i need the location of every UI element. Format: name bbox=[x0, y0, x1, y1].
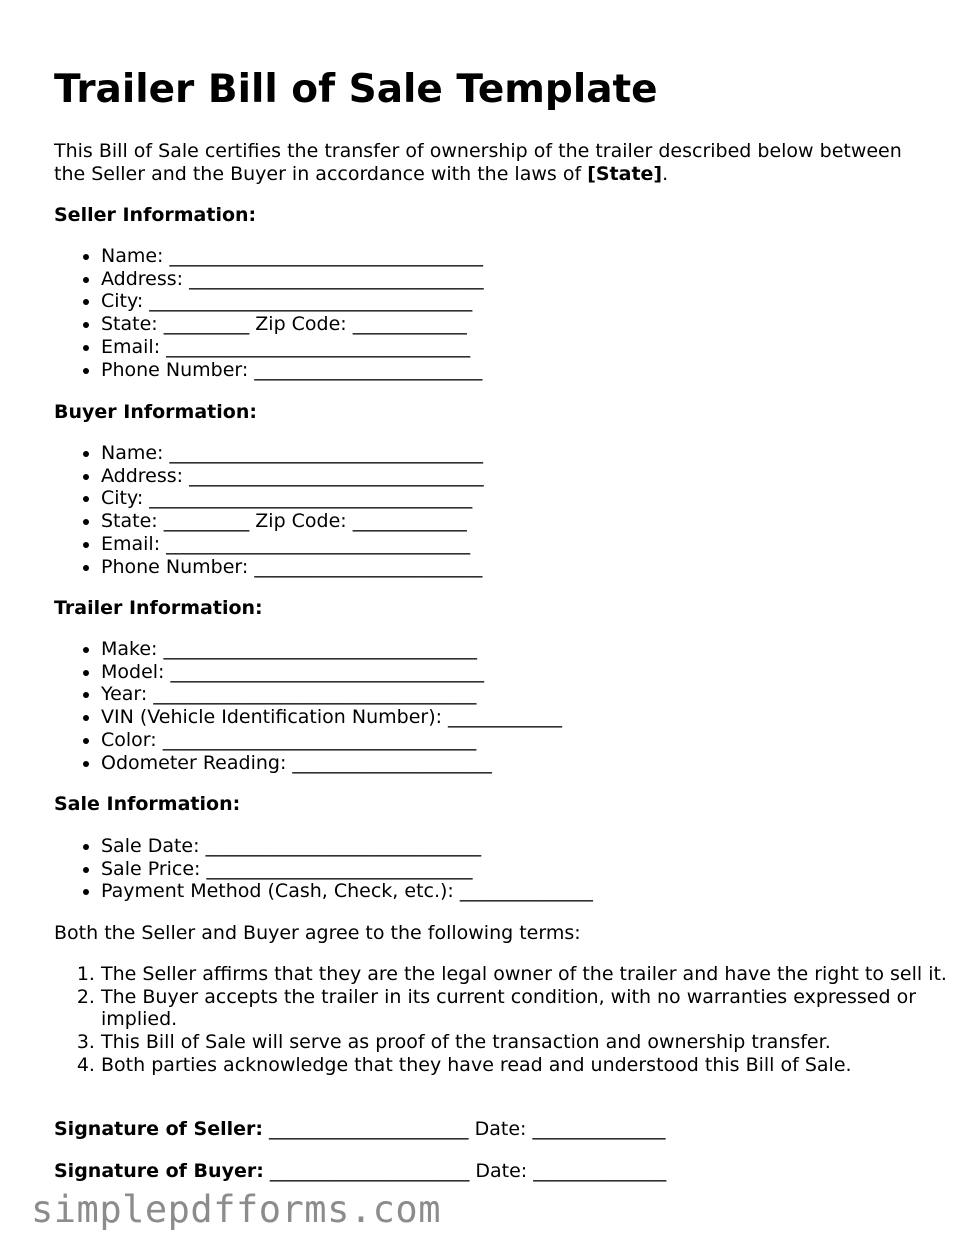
seller-state-zip-field[interactable]: • State: _________ Zip Code: ____________ bbox=[101, 313, 484, 336]
term-item: 1. The Seller affirms that they are the legal owner of the trailer and have the right to sell it. bbox=[101, 963, 967, 986]
page-title: Trailer Bill of Sale Template bbox=[54, 67, 658, 112]
seller-signature-line[interactable] bbox=[54, 1118, 665, 1141]
buyer-heading: Buyer Information: bbox=[54, 401, 257, 423]
seller-fields bbox=[54, 245, 484, 381]
buyer-fields bbox=[54, 442, 484, 578]
term-item: 3. This Bill of Sale will serve as proof of the transaction and ownership transfer. bbox=[101, 1031, 967, 1054]
seller-email-field[interactable]: • Email: ________________________________ bbox=[101, 336, 484, 359]
trailer-odometer-field[interactable]: • Odometer Reading: _____________________ bbox=[101, 752, 562, 775]
sale-date-field[interactable]: • Sale Date: _____________________________ bbox=[101, 835, 593, 858]
sale-fields bbox=[54, 835, 593, 903]
watermark: simplepdfforms.com bbox=[31, 1188, 441, 1231]
trailer-year-field[interactable]: • Year: __________________________________ bbox=[101, 683, 562, 706]
seller-address-field[interactable]: • Address: _______________________________ bbox=[101, 268, 484, 291]
trailer-vin-field[interactable]: • VIN (Vehicle Identification Number): ____________ bbox=[101, 706, 562, 729]
buyer-address-field[interactable]: • Address: _______________________________ bbox=[101, 465, 484, 488]
term-item: 2. The Buyer accepts the trailer in its current condition, with no warranties expressed or implied. bbox=[101, 986, 967, 1031]
seller-signature-blanks[interactable]: _____________________ Date: ______________ bbox=[263, 1118, 666, 1140]
buyer-signature-line[interactable] bbox=[54, 1160, 666, 1183]
intro-paragraph bbox=[54, 140, 934, 186]
buyer-email-field[interactable]: • Email: ________________________________ bbox=[101, 533, 484, 556]
buyer-signature-blanks[interactable]: _____________________ Date: ______________ bbox=[263, 1160, 667, 1182]
payment-method-field[interactable]: • Payment Method (Cash, Check, etc.): ______________ bbox=[101, 880, 593, 903]
intro-text: This Bill of Sale certifies the transfer of ownership of the trailer described below between the Seller and the Buyer in accordance with the laws of bbox=[54, 140, 902, 185]
trailer-make-field[interactable]: • Make: _________________________________ bbox=[101, 638, 562, 661]
intro-text-end: . bbox=[662, 163, 669, 185]
seller-phone-field[interactable]: • Phone Number: ________________________ bbox=[101, 359, 484, 382]
seller-heading: Seller Information: bbox=[54, 204, 257, 226]
seller-city-field[interactable]: • City: __________________________________ bbox=[101, 290, 484, 313]
terms-lead: Both the Seller and Buyer agree to the following terms: bbox=[54, 922, 581, 944]
trailer-fields bbox=[54, 638, 562, 774]
buyer-city-field[interactable]: • City: __________________________________ bbox=[101, 487, 484, 510]
buyer-signature-label: Signature of Buyer: bbox=[54, 1160, 264, 1182]
seller-signature-label: Signature of Seller: bbox=[54, 1118, 264, 1140]
terms-list bbox=[54, 963, 967, 1077]
buyer-state-zip-field[interactable]: • State: _________ Zip Code: ____________ bbox=[101, 510, 484, 533]
trailer-color-field[interactable]: • Color: _________________________________ bbox=[101, 729, 562, 752]
sale-heading: Sale Information: bbox=[54, 793, 241, 815]
buyer-name-field[interactable]: • Name: _________________________________ bbox=[101, 442, 484, 465]
term-item: 4. Both parties acknowledge that they have read and understood this Bill of Sale. bbox=[101, 1054, 967, 1077]
sale-price-field[interactable]: • Sale Price: ____________________________ bbox=[101, 858, 593, 881]
state-placeholder: [State] bbox=[587, 163, 663, 185]
trailer-model-field[interactable]: • Model: _________________________________ bbox=[101, 661, 562, 684]
buyer-phone-field[interactable]: • Phone Number: ________________________ bbox=[101, 556, 484, 579]
trailer-heading: Trailer Information: bbox=[54, 597, 263, 619]
seller-name-field[interactable]: • Name: _________________________________ bbox=[101, 245, 484, 268]
